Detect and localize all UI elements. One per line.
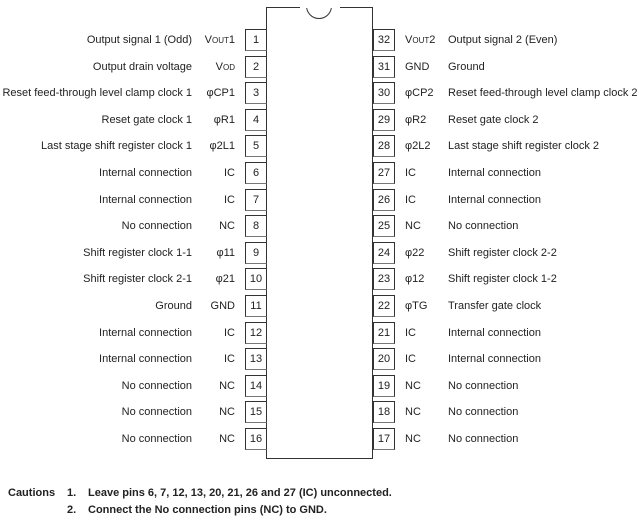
pin-description: Internal connection — [448, 193, 541, 206]
caution-2-number: 2. — [67, 504, 77, 516]
pin-symbol: φCP2 — [405, 87, 434, 100]
pin-number-box: 26 — [373, 189, 395, 211]
pin-symbol: VOD — [215, 60, 235, 73]
pin-number-box: 29 — [373, 109, 395, 131]
pin-description: Last stage shift register clock 2 — [448, 140, 600, 153]
pin-symbol: φ2L2 — [405, 140, 431, 153]
pin-symbol: φ2L1 — [209, 140, 235, 153]
pin-symbol: φ22 — [405, 246, 425, 259]
pin-number-box: 22 — [373, 295, 395, 317]
pin-number-box: 21 — [373, 322, 395, 344]
pin-number-box: 1 — [245, 29, 267, 51]
pin-symbol: NC — [405, 220, 421, 233]
pin-description: Output signal 1 (Odd) — [86, 34, 192, 46]
pin-description: Shift register clock 2-2 — [448, 246, 557, 259]
caution-1-text: Leave pins 6, 7, 12, 13, 20, 21, 26 and 27 (IC) unconnected. — [88, 487, 392, 499]
pin-symbol: IC — [224, 326, 235, 339]
pin-symbol: VOUT2 — [405, 34, 436, 46]
pin-symbol: φR1 — [213, 113, 235, 126]
pin-symbol: GND — [405, 60, 430, 73]
pin-symbol: φ12 — [405, 273, 425, 286]
pin-number-box: 5 — [245, 135, 267, 157]
pin-number-box: 11 — [245, 295, 267, 317]
pin-number-box: 23 — [373, 268, 395, 290]
pin-description: Reset gate clock 2 — [448, 113, 539, 126]
pin-number-box: 15 — [245, 401, 267, 423]
pin-description: Reset feed-through level clamp clock 1 — [2, 87, 192, 100]
notch-mask — [300, 0, 340, 8]
pin-number-box: 4 — [245, 109, 267, 131]
pin-number-box: 2 — [245, 56, 267, 78]
pin-symbol: φ11 — [216, 246, 235, 259]
pin-description: No connection — [121, 433, 192, 445]
pin-description: No connection — [121, 220, 192, 233]
pin-number-box: 13 — [245, 348, 267, 370]
pin-number-box: 24 — [373, 242, 395, 264]
pin-description: Ground — [448, 60, 485, 73]
pin-number-box: 3 — [245, 82, 267, 104]
pin-number-box: 20 — [373, 348, 395, 370]
caution-2-text: Connect the No connection pins (NC) to GND. — [88, 504, 327, 516]
pin-number-box: 16 — [245, 428, 267, 450]
pin-symbol: IC — [405, 353, 416, 366]
pin-number-box: 8 — [245, 215, 267, 237]
pin-description: No connection — [121, 379, 192, 392]
pin-description: Internal connection — [448, 326, 541, 339]
pin-description: No connection — [448, 406, 519, 419]
cautions-indent — [8, 502, 67, 519]
pin-description: No connection — [121, 406, 192, 419]
pin-description: Output signal 2 (Even) — [448, 34, 558, 46]
pin-symbol: VOUT1 — [204, 34, 235, 46]
pin-number-box: 19 — [373, 375, 395, 397]
pin-symbol: GND — [210, 300, 235, 312]
pin-number-box: 28 — [373, 135, 395, 157]
pin-symbol: IC — [405, 326, 416, 339]
pin-description: Ground — [155, 300, 192, 312]
pin-number-box: 17 — [373, 428, 395, 450]
pin-description: Internal connection — [448, 167, 541, 179]
pin-symbol: φCP1 — [206, 87, 235, 100]
pin-number-box: 7 — [245, 189, 267, 211]
pin-symbol: φTG — [405, 300, 428, 312]
symbol-subscript: OUT — [412, 36, 430, 45]
pin-description: Reset feed-through level clamp clock 2 — [448, 87, 638, 100]
cautions — [8, 485, 392, 519]
pin-symbol: NC — [405, 433, 421, 445]
symbol-subscript: OD — [223, 62, 235, 72]
pin-symbol: NC — [219, 379, 235, 392]
pin-description: Internal connection — [99, 353, 192, 366]
pin-symbol: φ21 — [215, 273, 235, 286]
pin-number-box: 27 — [373, 162, 395, 184]
pin-symbol: NC — [219, 433, 235, 445]
pin-number-box: 18 — [373, 401, 395, 423]
pin-description: Last stage shift register clock 1 — [40, 140, 192, 153]
chip-body — [266, 7, 373, 459]
pin-symbol: IC — [405, 193, 416, 206]
pin-symbol: NC — [219, 220, 235, 233]
pin-description: Internal connection — [448, 353, 541, 366]
pin-description: Transfer gate clock — [448, 300, 542, 312]
pin-description: Internal connection — [99, 326, 192, 339]
pin-number-box: 25 — [373, 215, 395, 237]
pin-symbol: NC — [405, 379, 421, 392]
pin-symbol: φR2 — [405, 113, 427, 126]
pin-description: No connection — [448, 379, 519, 392]
pin-description: No connection — [448, 433, 519, 445]
caution-1-number: 1. — [67, 487, 77, 499]
pin-symbol: IC — [224, 167, 235, 179]
pin-symbol: NC — [405, 406, 421, 419]
pin-description: No connection — [448, 220, 519, 233]
pin-symbol: NC — [219, 406, 235, 419]
pin-symbol: IC — [224, 193, 235, 206]
pin-number-box: 9 — [245, 242, 267, 264]
pin-description: Reset gate clock 1 — [101, 113, 192, 126]
pin-description: Output drain voltage — [92, 60, 192, 73]
pin-description: Shift register clock 1-1 — [83, 246, 192, 259]
symbol-subscript: OUT — [211, 36, 229, 45]
pin-number-box: 12 — [245, 322, 267, 344]
pin-number-box: 6 — [245, 162, 267, 184]
pin-description: Internal connection — [99, 193, 192, 206]
pin-number-box: 14 — [245, 375, 267, 397]
pin-description: Shift register clock 2-1 — [83, 273, 192, 286]
pin-description: Internal connection — [99, 167, 192, 179]
pin-number-box: 10 — [245, 268, 267, 290]
pin-number-box: 30 — [373, 82, 395, 104]
pin-description: Shift register clock 1-2 — [448, 273, 557, 286]
cautions-label: Cautions — [8, 487, 56, 499]
pin-symbol: IC — [405, 167, 416, 179]
pin-number-box: 31 — [373, 56, 395, 78]
pin-symbol: IC — [224, 353, 235, 366]
pin-number-box: 32 — [373, 29, 395, 51]
